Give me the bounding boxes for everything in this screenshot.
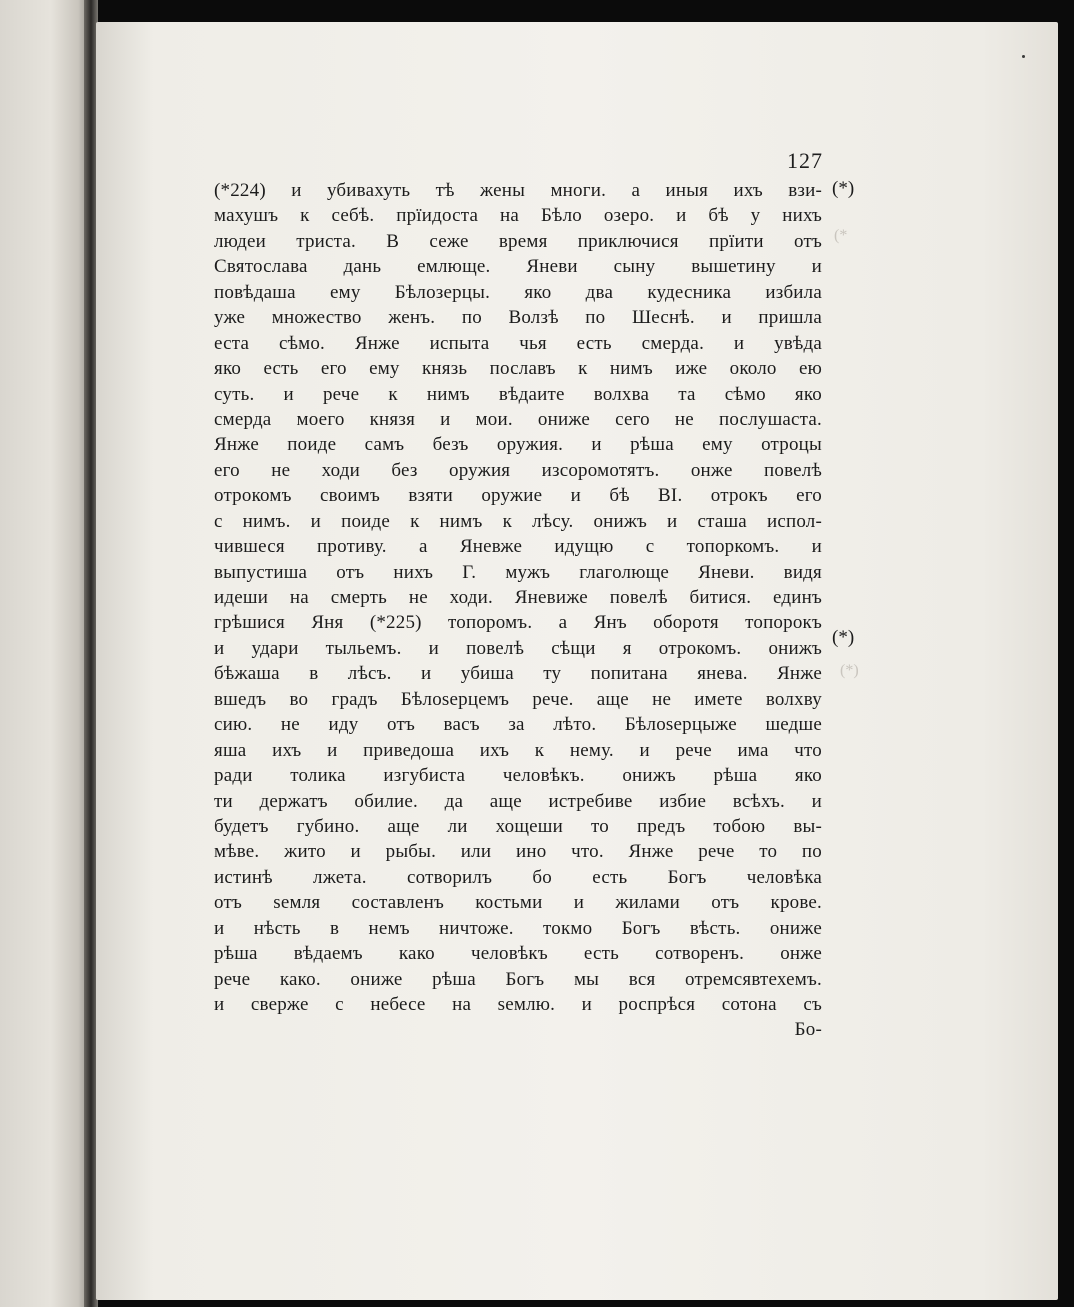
show-through-mark: (*) xyxy=(840,662,859,679)
text-line: идеши на смерть не ходи. Яневиже повелѣ битися. единъ xyxy=(214,587,822,608)
text-line: и нѣсть в немъ ничтоже. токмо Богъ вѣсть. ониже xyxy=(214,917,822,939)
text-line: рече како. ониже рѣша Богъ мы вся отремсявтехемъ. xyxy=(214,968,822,990)
text-line: с нимъ. и поиде к нимъ к лѣсу. онижъ и сташа испол- xyxy=(214,510,822,532)
text-line: (*224) и убивахуть тѣ жены многи. а иныя ихъ взи- xyxy=(214,180,822,201)
text-line: яша ихъ и приведоша ихъ к нему. и рече има что xyxy=(214,739,822,761)
text-line: повѣдаша ему Бѣлозерцы. яко два кудесника избила xyxy=(214,281,822,303)
text-line: его не ходи без оружия изсоромотятъ. онже повелѣ xyxy=(214,459,822,481)
text-line: отъ ѕемля составленъ костьми и жилами отъ крове. xyxy=(214,892,822,914)
catchword: Бо- xyxy=(794,1019,822,1041)
text-line: отрокомъ своимъ взяти оружие и бѣ ВІ. отрокъ его xyxy=(214,485,822,507)
page-body-text xyxy=(214,178,822,1043)
text-line: Янже поиде самъ безъ оружия. и рѣша ему отроцы xyxy=(214,434,822,456)
text-line: уже множество женъ. по Волзѣ по Шеснѣ. и пришла xyxy=(214,307,822,329)
text-line: будетъ губино. аще ли хощеши то предъ тобою вы- xyxy=(214,815,822,837)
text-line: махушъ к себѣ. прїидоста на Бѣло озеро. и бѣ у нихъ xyxy=(214,205,822,227)
text-line: сию. не иду отъ васъ за лѣто. Бѣлоѕерцыже шедше xyxy=(214,714,822,736)
text-line: и сверже с небесе на ѕемлю. и роспрѣся сотона съ xyxy=(214,994,822,1015)
text-line: грѣшися Яня (*225) топоромъ. а Янъ оборотя топорокъ xyxy=(214,612,822,634)
text-line: людеи триста. В сеже время приключися прїити отъ xyxy=(214,230,822,252)
text-line: вшедъ во градъ Бѣлоѕерцемъ рече. аще не имете волхву xyxy=(214,688,822,710)
margin-note-225: (*) xyxy=(832,627,855,648)
text-line: бѣжаша в лѣсъ. и убиша ту попитана янева. Янже xyxy=(214,663,822,685)
ink-dot xyxy=(1022,55,1025,58)
text-line: яко есть его ему князь пославъ к нимъ иже около ею xyxy=(214,358,822,380)
left-page-edge xyxy=(0,0,92,1307)
text-line: суть. и рече к нимъ вѣдаите волхва та сѣмо яко xyxy=(214,383,822,405)
text-line: смерда моего князя и мои. ониже сего не послушаста. xyxy=(214,408,822,430)
text-line: чившеся противу. а Яневже идущю с топоркомъ. и xyxy=(214,536,822,558)
text-line: истинѣ лжета. сотворилъ бо есть Богъ человѣка xyxy=(214,866,822,888)
text-line: еста сѣмо. Янже испыта чья есть смерда. и увѣда xyxy=(214,332,822,354)
text-line: выпустиша отъ нихъ Г. мужъ глаголюще Яневи. видя xyxy=(214,561,822,583)
margin-note-224: (*) xyxy=(832,178,855,199)
page-number: 127 xyxy=(787,148,823,173)
text-line: ради толика изгубиста человѣкъ. онижъ рѣша яко xyxy=(214,765,822,787)
show-through-mark: (* xyxy=(834,227,848,244)
text-line: Святослава дань емлюще. Яневи сыну вышетину и xyxy=(214,256,822,278)
text-line: рѣша вѣдаемъ како человѣкъ есть сотворенъ. онже xyxy=(214,943,822,965)
text-line: мѣве. жито и рыбы. или ино что. Янже рече то по xyxy=(214,841,822,863)
text-line: и удари тыльемъ. и повелѣ сѣщи я отрокомъ. онижъ xyxy=(214,637,822,659)
text-line: ти держатъ обилие. да аще истребиве избие всѣхъ. и xyxy=(214,790,822,812)
